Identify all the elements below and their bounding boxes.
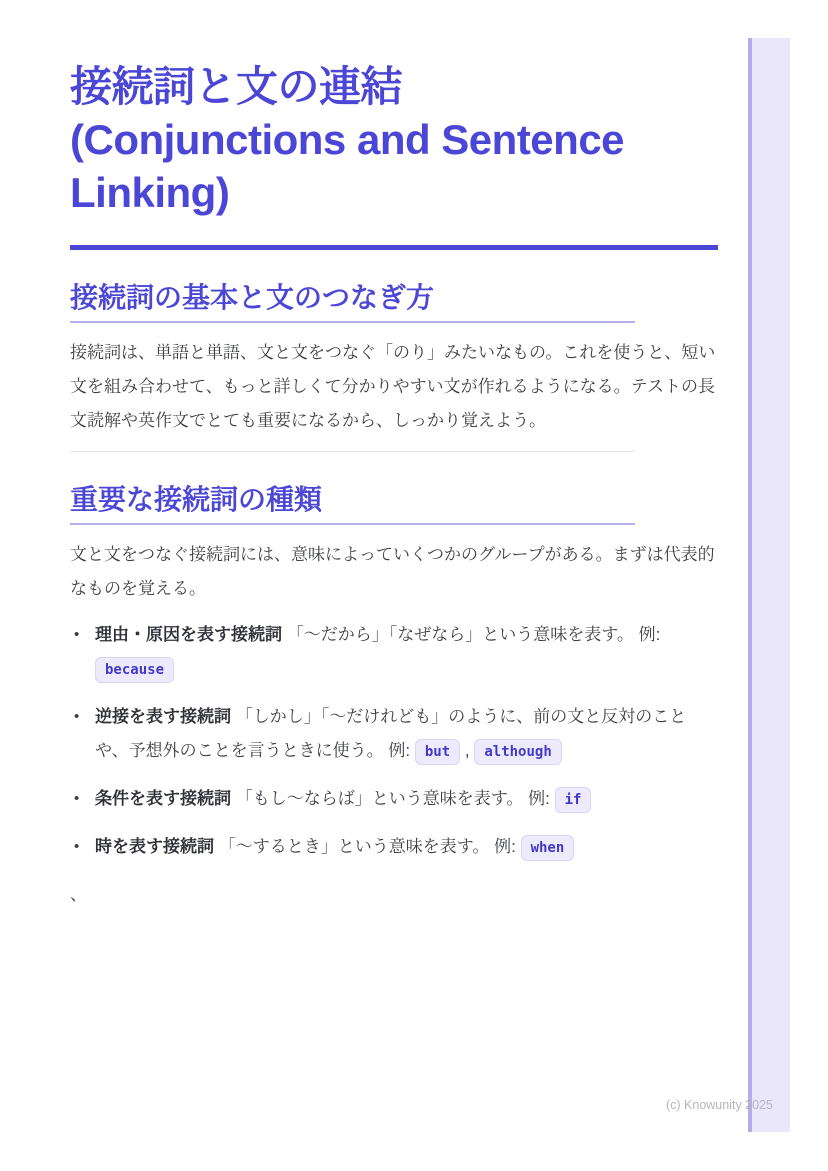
code-badge-when: when <box>521 835 575 861</box>
section-types-paragraph: 文と文をつなぐ接続詞には、意味によっていくつかのグループがある。まずは代表的なものを覚える。 <box>70 545 715 598</box>
title-divider <box>70 245 718 250</box>
list-item-time <box>70 830 718 864</box>
stray-character: 、 <box>70 885 87 904</box>
bullet-term: 条件を表す接続詞 <box>95 789 231 808</box>
section-types <box>70 483 718 912</box>
section-heading-basics: 接続詞の基本と文のつなぎ方 <box>70 282 435 313</box>
bullet-term: 理由・原因を表す接続詞 <box>95 625 282 644</box>
page-title-english: (Conjunctions and Sentence Linking) <box>70 116 625 216</box>
bullet-marker-icon: • <box>74 626 80 643</box>
bullet-marker-icon: • <box>74 708 80 725</box>
section-basics-paragraph: 接続詞は、単語と単語、文と文をつなぐ「のり」みたいなもの。これを使うと、短い文を組み合わせて、もっと詳しくて分かりやすい文が作れるようになる。テストの長文読解や英作文でとても重要になるから、しっかり覚えよう。 <box>70 343 716 430</box>
section-heading-underline <box>70 523 635 525</box>
page-title-japanese: 接続詞と文の連結 <box>70 63 403 110</box>
section-basics <box>70 281 718 438</box>
section-heading-underline <box>70 321 635 323</box>
code-badge-if: if <box>555 787 592 813</box>
page-edge-decoration <box>748 38 790 1132</box>
copyright-notice: (c) Knowunity 2025 <box>665 1098 773 1112</box>
list-item-condition <box>70 782 718 816</box>
bullet-marker-icon: • <box>74 790 80 807</box>
conjunction-type-list <box>70 618 718 864</box>
badge-separator: , <box>464 741 470 760</box>
bullet-text: 「〜するとき」という意味を表す。 例: <box>218 837 516 856</box>
bullet-text: 「〜だから」「なぜなら」という意味を表す。 例: <box>286 625 661 644</box>
list-item-reason <box>70 618 718 686</box>
page-title <box>70 60 718 219</box>
section-heading-types: 重要な接続詞の種類 <box>70 484 323 515</box>
section-divider <box>70 451 635 452</box>
bullet-term: 時を表す接続詞 <box>95 837 214 856</box>
bullet-text: 「もし〜ならば」という意味を表す。 例: <box>235 789 550 808</box>
list-item-contrast <box>70 700 718 768</box>
bullet-text: 「しかし」「〜だけれども」のように、前の文と反対のことや、予想外のことを言うときに使う。 例: <box>95 707 687 760</box>
code-badge-but: but <box>415 739 460 765</box>
bullet-marker-icon: • <box>74 838 80 855</box>
code-badge-although: although <box>474 739 561 765</box>
bullet-term: 逆接を表す接続詞 <box>95 707 231 726</box>
document-content <box>70 60 718 912</box>
code-badge-because: because <box>95 657 174 683</box>
